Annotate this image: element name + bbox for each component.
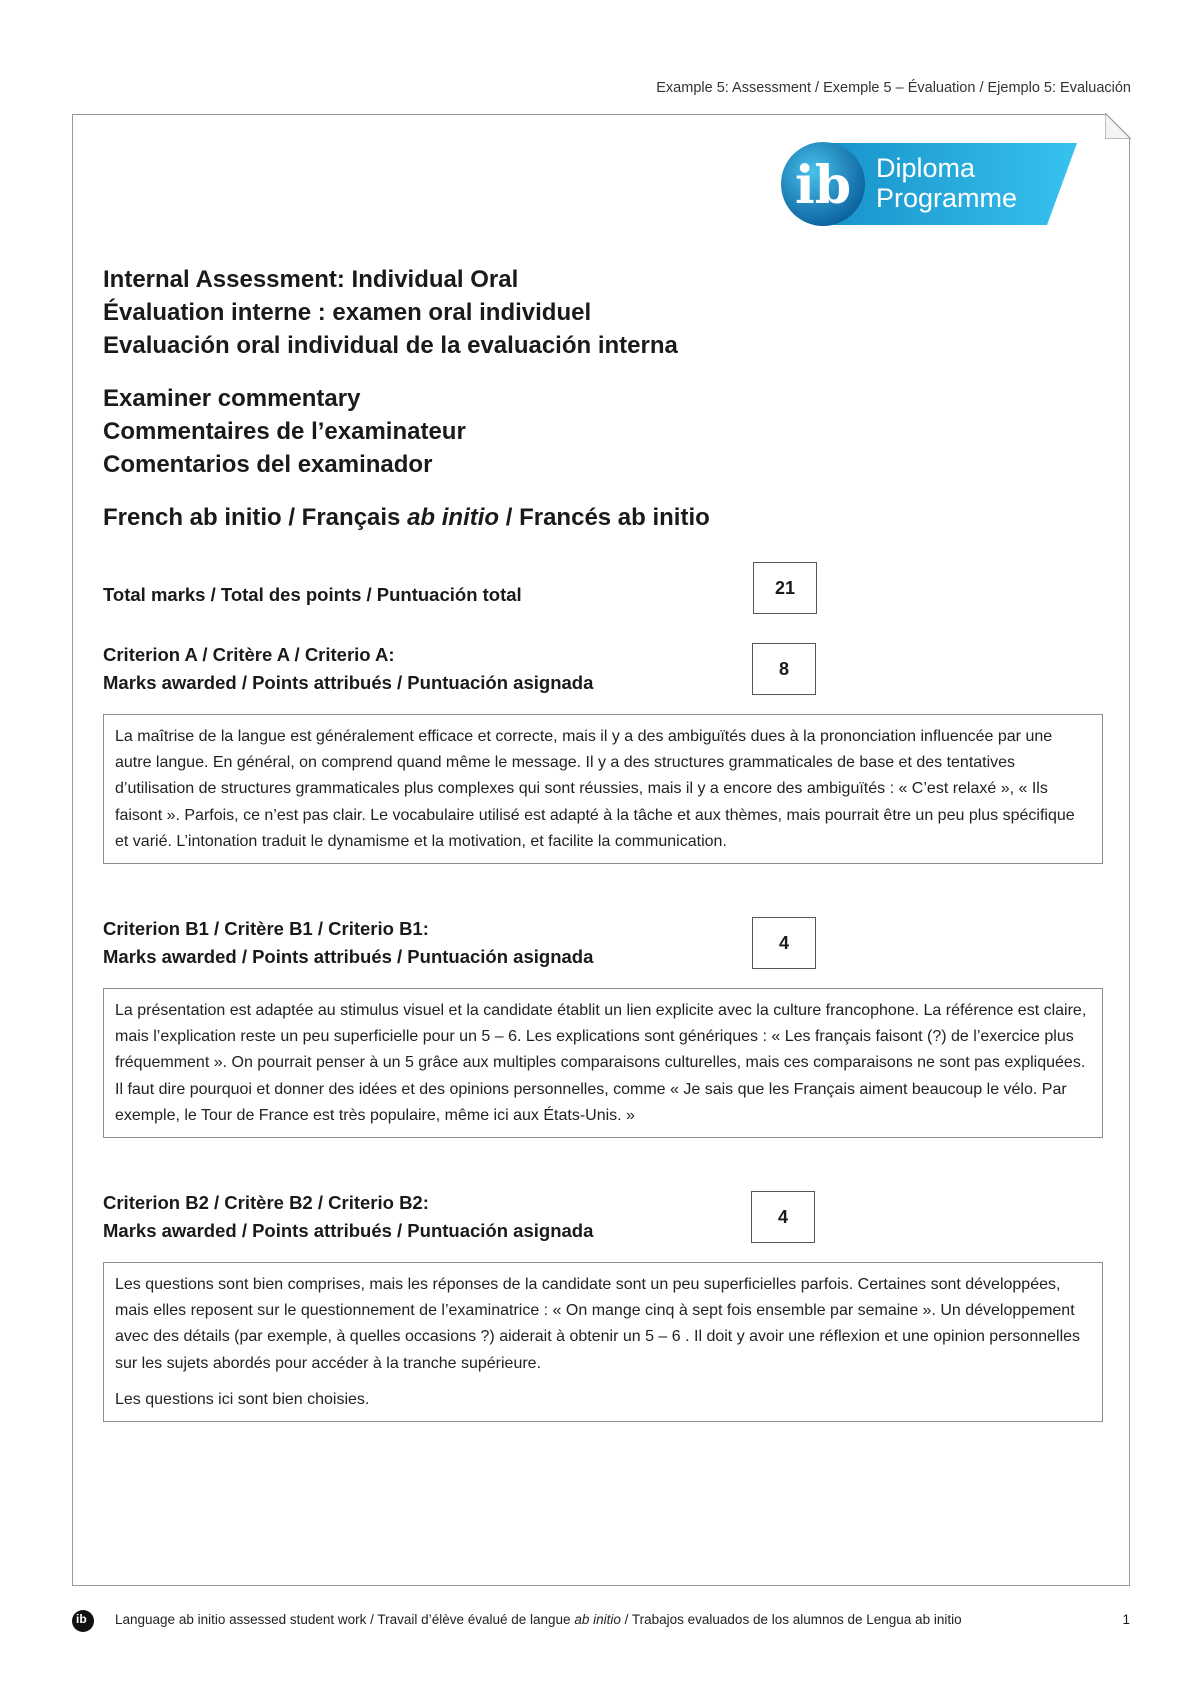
comment-paragraph: La présentation est adaptée au stimulus visuel et la candidate établit un lien explicite avec la culture francophone. La référence est claire, mais l’explication reste un peu superficielle pour un 5 – 6. Les explications sont génériques : « Les français faisont (?) de l’exercice plus fréquemment ». On pourrait penser à un 5 grâce aux multiples comparaisons culturelles, mais ces comparaisons ne sont pas expliquées. Il faut dire pourquoi et donner des idées et des opinions personnelles, comme « Je sais que les Français aiment beaucoup le vélo. Par exemple, le Tour de France est très populaire, même ici aux États-Unis. » — [115, 1002, 1087, 1124]
total-marks-box: 21 — [753, 562, 817, 614]
logo-line2: Programme — [876, 183, 1018, 213]
assessment-title-group — [103, 263, 1003, 362]
title-fr: Évaluation interne : examen oral individuel — [103, 299, 592, 326]
commentary-title-group — [103, 382, 1003, 481]
comment-paragraph: Les questions sont bien comprises, mais les réponses de la candidate sont un peu superficielles parfois. Certaines sont développées, mais elles reposent sur le questionnement de l’examinatrice : « On mange cinq à sept fois ensemble par semaine ». Un développement avec des détails (par exemple, à quelles occasions ?) aiderait à obtenir un 5 – 6 . Il doit y avoir une réflexion et une opinion personnelles sur les sujets abordés pour accéder à la tranche supérieure. — [115, 1276, 1081, 1372]
page-footer — [72, 1608, 1130, 1638]
criterion-b2-heading: Criterion B2 / Critère B2 / Criterio B2: — [103, 1192, 429, 1213]
criterion-b1-row — [103, 915, 1053, 971]
footer-text: Language ab initio assessed student work / Travail d’élève évalué de langue ab initio / Trabajos evaluados de los alumnos de Lengua ab initio — [115, 1612, 962, 1627]
criterion-b1-heading: Criterion B1 / Critère B1 / Criterio B1: — [103, 918, 429, 939]
criterion-a-marks-box: 8 — [752, 643, 816, 695]
comment-paragraph: La maîtrise de la langue est généralement efficace et correcte, mais il y a des ambiguïtés dues à la prononciation influencée par une autre langue. En général, on comprend quand même le message. Il y a des structures grammaticales de base et des tentatives d’utilisation de structures grammaticales plus complexes qui sont réussies, mais il y a encore des ambiguïtés : « C’est relaxé », « Ils faisont ». Parfois, ce n’est pas clair. Le vocabulaire utilisé est adapté à la tâche et aux thèmes, mais pourrait être un peu plus spécifique et varié. L’intonation traduit le dynamisme et la motivation, et facilite la communication. — [115, 728, 1075, 850]
title-es: Evaluación oral individual de la evaluación interna — [103, 332, 678, 359]
page-fold-corner — [1105, 113, 1131, 139]
title-block — [103, 263, 1003, 534]
criterion-b1-comment — [103, 988, 1103, 1138]
page-number: 1 — [1122, 1612, 1130, 1627]
criterion-b2-marks-box: 4 — [751, 1191, 815, 1243]
comment-paragraph: Les questions ici sont bien choisies. — [115, 1390, 370, 1408]
commentary-fr: Commentaires de l’examinateur — [103, 418, 466, 445]
document-frame — [72, 114, 1130, 1586]
criterion-a-label: Marks awarded / Points attribués / Puntuación asignada — [103, 672, 594, 693]
title-en: Internal Assessment: Individual Oral — [103, 266, 519, 293]
criterion-b1-marks-box: 4 — [752, 917, 816, 969]
criterion-a-row — [103, 641, 1053, 697]
criterion-b2-comment — [103, 1262, 1103, 1422]
ib-logo-icon: ib — [72, 1610, 94, 1632]
criterion-a-comment — [103, 714, 1103, 864]
logo-line1: Diploma — [876, 153, 976, 183]
ib-logo-mark: ib — [794, 155, 852, 216]
ib-diploma-logo — [779, 139, 1079, 229]
criterion-b2-label: Marks awarded / Points attribués / Puntuación asignada — [103, 1220, 594, 1241]
total-marks-label: Total marks / Total des points / Puntuación total — [103, 584, 522, 605]
subject-title: French ab initio / Français ab initio / Francés ab initio — [103, 504, 710, 531]
total-marks-row — [103, 581, 1053, 609]
criterion-b1-label: Marks awarded / Points attribués / Puntuación asignada — [103, 946, 594, 967]
running-header: Example 5: Assessment / Exemple 5 – Évaluation / Ejemplo 5: Evaluación — [656, 80, 1131, 96]
commentary-en: Examiner commentary — [103, 385, 361, 412]
criterion-a-heading: Criterion A / Critère A / Criterio A: — [103, 644, 395, 665]
criterion-b2-row — [103, 1189, 1053, 1245]
commentary-es: Comentarios del examinador — [103, 451, 433, 478]
